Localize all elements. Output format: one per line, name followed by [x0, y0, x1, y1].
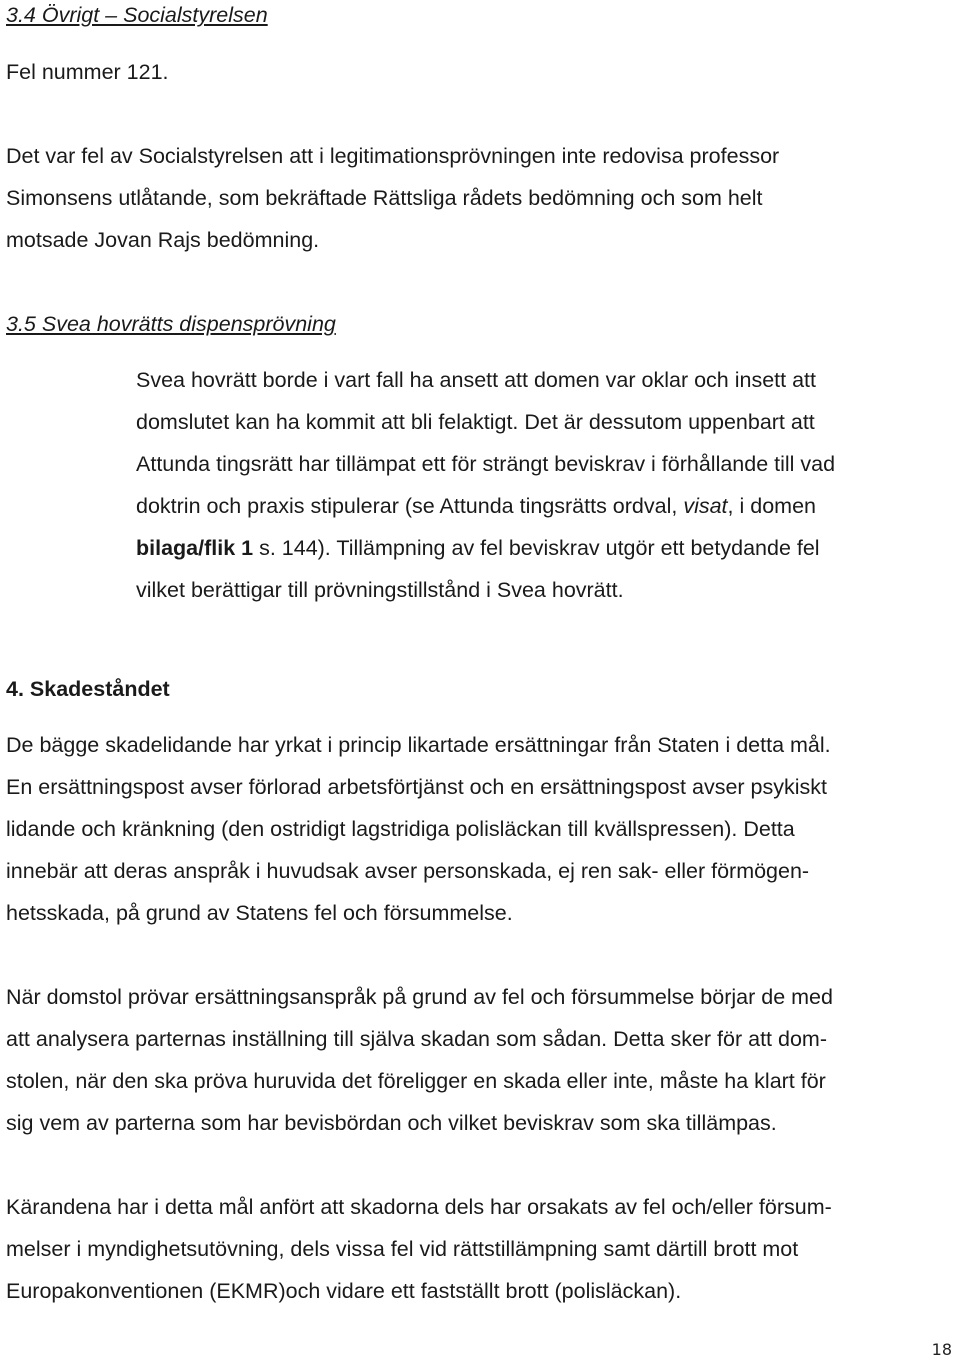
paragraph-line: Europakonventionen (EKMR)och vidare ett fastställt brott (polisläckan).	[6, 1279, 682, 1303]
paragraph-line: stolen, när den ska pröva huruvida det föreligger en skada eller inte, måste ha klart för	[6, 1069, 826, 1093]
text-run: doktrin och praxis stipulerar (se Attunda tingsrätts ordval,	[136, 494, 684, 518]
paragraph-line: Kärandena har i detta mål anfört att skadorna dels har orsakats av fel och/eller försum-	[6, 1195, 832, 1219]
paragraph-line: Simonsens utlåtande, som bekräftade Rättsliga rådets bedömning och som helt	[6, 186, 763, 210]
paragraph-line: melser i myndighetsutövning, dels vissa fel vid rättstillämpning samt därtill brott mot	[6, 1237, 799, 1261]
error-number: Fel nummer 121.	[6, 60, 169, 84]
paragraph-line: De bägge skadelidande har yrkat i princip likartade ersättningar från Staten i detta mål.	[6, 733, 831, 757]
paragraph-line: innebär att deras anspråk i huvudsak avser personskada, ej ren sak- eller förmögen-	[6, 859, 810, 883]
paragraph-line	[136, 535, 820, 561]
paragraph-line: En ersättningspost avser förlorad arbetsförtjänst och en ersättningspost avser psykiskt	[6, 775, 827, 799]
bold-reference: bilaga/flik 1	[136, 536, 254, 560]
text-run: , i domen	[727, 494, 816, 518]
paragraph-line: hetsskada, på grund av Statens fel och försummelse.	[6, 901, 513, 925]
text-run: s. 144). Tillämpning av fel beviskrav utgör ett betydande fel	[253, 536, 820, 560]
section-heading-3-5: 3.5 Svea hovrätts dispensprövning	[6, 312, 336, 336]
section-heading-3-4: 3.4 Övrigt – Socialstyrelsen	[6, 3, 268, 27]
paragraph-line: Svea hovrätt borde i vart fall ha ansett att domen var oklar och insett att	[136, 368, 817, 392]
paragraph-line: När domstol prövar ersättningsanspråk på grund av fel och försummelse börjar de med	[6, 985, 833, 1009]
paragraph-line	[136, 493, 816, 519]
paragraph-line: vilket berättigar till prövningstillstånd i Svea hovrätt.	[136, 578, 624, 602]
emphasis-visat: visat	[683, 494, 728, 518]
paragraph-line: lidande och kränkning (den ostridigt lagstridiga polisläckan till kvällspressen). Detta	[6, 817, 795, 841]
paragraph-line: att analysera parternas inställning till själva skadan som sådan. Detta sker för att dom-	[6, 1027, 827, 1051]
page-number: 18	[931, 1340, 952, 1359]
paragraph-line: domslutet kan ha kommit att bli felaktigt. Det är dessutom uppenbart att	[136, 410, 815, 434]
paragraph-line: Det var fel av Socialstyrelsen att i legitimationsprövningen inte redovisa professor	[6, 144, 780, 168]
paragraph-line: Attunda tingsrätt har tillämpat ett för strängt beviskrav i förhållande till vad	[136, 452, 836, 476]
paragraph-line: sig vem av parterna som har bevisbördan och vilket beviskrav som ska tillämpas.	[6, 1111, 777, 1135]
paragraph-line: motsade Jovan Rajs bedömning.	[6, 228, 320, 252]
section-heading-4: 4. Skadeståndet	[6, 677, 170, 701]
